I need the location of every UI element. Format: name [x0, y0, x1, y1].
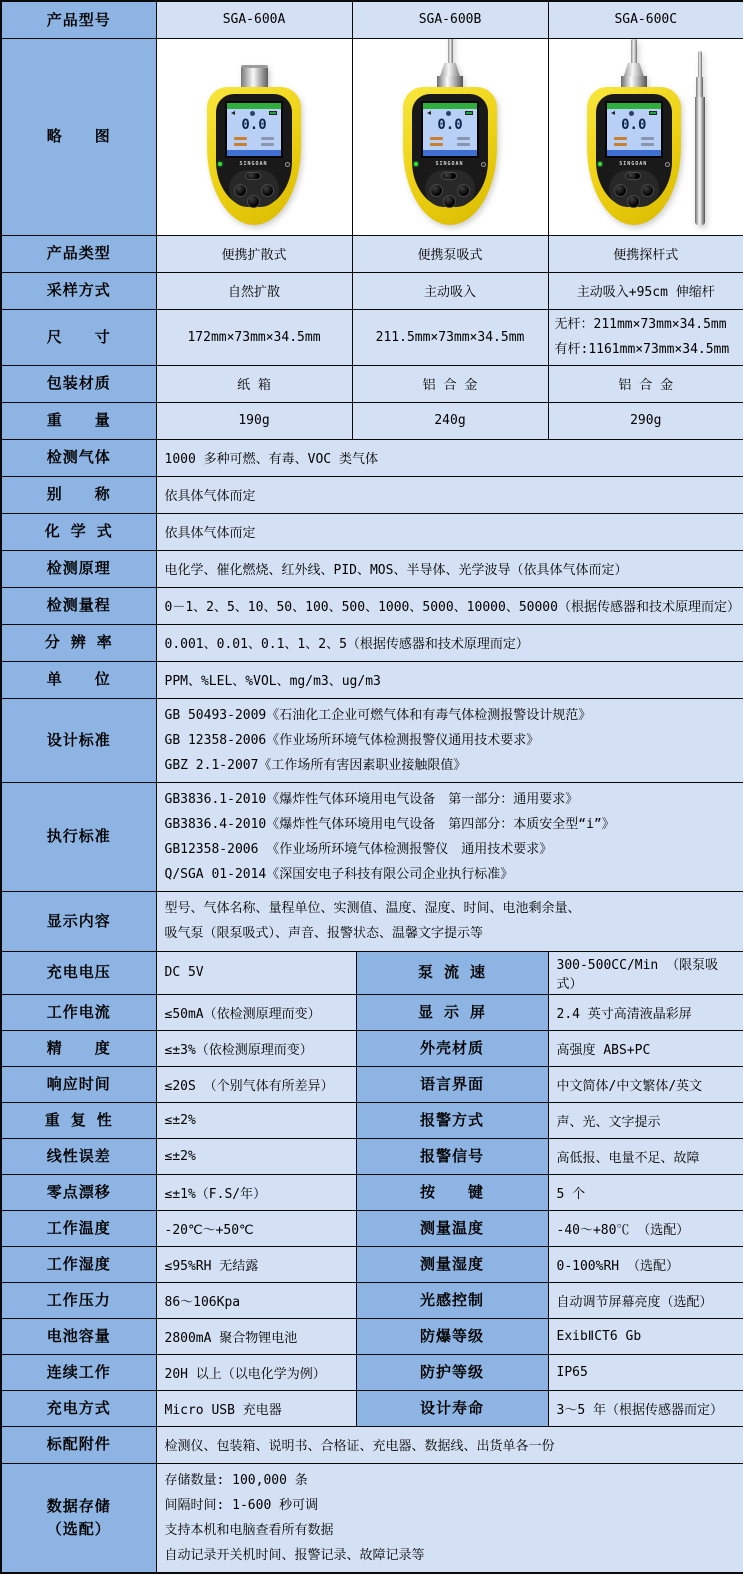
spec-value: -20℃～+50℃ [156, 1210, 356, 1246]
power-icon [665, 162, 670, 167]
dual-spec-row [1, 994, 743, 1030]
right-button [641, 184, 654, 197]
speaker-icon [427, 111, 431, 115]
screen-text-chip [457, 143, 470, 146]
spec-value [156, 1463, 743, 1573]
device-image [207, 65, 301, 225]
spec-value-line: GBZ 2.1-2007《工作场所有害因素职业接触限值》 [165, 753, 736, 778]
spec-value-line: GB3836.1-2010《爆炸性气体环境用电气设备 第一部分：通用要求》 [165, 787, 736, 812]
brand-row [414, 161, 486, 167]
spec-value-line: GB3836.4-2010《爆炸性气体环境用电气设备 第四部分：本质安全型“i”》 [165, 812, 736, 837]
dual-spec-row [1, 1318, 743, 1354]
product-value: 240g [352, 402, 548, 439]
spec-value [156, 587, 743, 624]
row-label: 略 图 [1, 38, 156, 235]
row-label: 连续工作 [1, 1354, 156, 1390]
row-label: 充电方式 [1, 1390, 156, 1426]
row-label: 检测量程 [1, 587, 156, 624]
battery-icon [465, 111, 473, 115]
left-button [614, 184, 627, 197]
row-label: 泵 流 速 [356, 951, 548, 994]
product-row [1, 365, 743, 402]
speaker-icon [611, 111, 615, 115]
row-label: 产品类型 [1, 235, 156, 272]
screen-status-icons [607, 109, 661, 117]
row-label: 报警方式 [356, 1102, 548, 1138]
fan-icon [446, 111, 451, 116]
product-row [1, 272, 743, 309]
product-value: 主动吸入+95cm 伸缩杆 [548, 272, 743, 309]
spec-row [1, 782, 743, 891]
row-label: 按 键 [356, 1174, 548, 1210]
spec-value: 高强度 ABS+PC [548, 1030, 743, 1066]
spec-value: ≤±1%（F.S/年） [156, 1174, 356, 1210]
row-label: 重 复 性 [1, 1102, 156, 1138]
device-front-panel [596, 94, 672, 207]
spec-value-line: 存储数量: 100,000 条 [165, 1468, 736, 1493]
spec-value: 自动调节屏幕亮度（选配） [548, 1282, 743, 1318]
model-name: SGA-600A [156, 1, 352, 38]
row-label [1, 1426, 156, 1463]
right-button [457, 184, 470, 197]
dual-spec-row [1, 1102, 743, 1138]
spec-row [1, 513, 743, 550]
product-photo-cell [548, 38, 743, 235]
spec-value-line: Q/SGA 01-2014《深国安电子科技有限公司企业执行标准》 [165, 862, 736, 887]
row-label-line: （选配） [3, 1518, 155, 1541]
spec-row [1, 439, 743, 476]
menu-button [625, 172, 641, 180]
dual-spec-row [1, 1354, 743, 1390]
row-label: 测量温度 [356, 1210, 548, 1246]
spec-value: 20H 以上（以电化学为例） [156, 1354, 356, 1390]
sketch-row [1, 38, 743, 235]
screen-reading: 0.0 [227, 117, 281, 134]
screen-text-chip [641, 137, 654, 140]
screen-reading: 0.0 [607, 117, 661, 134]
spec-value: DC 5V [156, 951, 356, 994]
product-value: 自然扩散 [156, 272, 352, 309]
power-icon [285, 162, 290, 167]
row-label: 执行标准 [1, 782, 156, 891]
device-screen [421, 101, 479, 158]
spec-value: -40～+80℃ （选配） [548, 1210, 743, 1246]
screen-info-row [423, 143, 477, 146]
pump-probe [448, 38, 453, 63]
row-label: 零点漂移 [1, 1174, 156, 1210]
screen-text-chip [641, 143, 654, 146]
row-label: 精 度 [1, 1030, 156, 1066]
spec-value: ≤±3%（依检测原理而变） [156, 1030, 356, 1066]
spec-value [156, 513, 743, 550]
spec-row [1, 476, 743, 513]
probe-cone [437, 63, 463, 76]
spec-value: 2.4 英寸高清液晶彩屏 [548, 994, 743, 1030]
spec-row [1, 624, 743, 661]
row-label: 别 称 [1, 476, 156, 513]
row-label: 测量湿度 [356, 1246, 548, 1282]
row-label: 充电电压 [1, 951, 156, 994]
enter-button [443, 195, 456, 208]
spec-value [156, 698, 743, 782]
product-value: 铝 合 金 [352, 365, 548, 402]
spec-value: 0-100%RH （选配） [548, 1246, 743, 1282]
row-label: 防护等级 [356, 1354, 548, 1390]
product-row [1, 309, 743, 365]
screen-status-icons [227, 109, 281, 117]
led-indicator [598, 162, 602, 166]
brand-label: SINGOAN [619, 161, 647, 167]
battery-icon [269, 111, 277, 115]
probe-cone [621, 63, 647, 76]
menu-button [441, 172, 457, 180]
spec-value-line: 0.001、0.01、0.1、1、2、5（根据传感器和技术原理而定） [165, 633, 736, 652]
speaker-icon [231, 111, 235, 115]
screen-datetime-bar [227, 150, 281, 156]
screen-text-chip [261, 143, 274, 146]
row-label: 产品型号 [1, 1, 156, 38]
spec-value-line: 0－1、2、5、10、50、100、500、1000、5000、10000、50000（根据传感器和技术原理而定） [165, 596, 736, 615]
brand-row [218, 161, 290, 167]
product-value: 190g [156, 402, 352, 439]
spec-value-line: 间隔时间: 1-600 秒可调 [165, 1493, 736, 1518]
row-label: 工作电流 [1, 994, 156, 1030]
product-photo-cell [352, 38, 548, 235]
dual-spec-row [1, 1174, 743, 1210]
row-label: 响应时间 [1, 1066, 156, 1102]
dual-spec-row [1, 1210, 743, 1246]
row-label-line: 标配附件 [3, 1433, 155, 1456]
product-value: 纸 箱 [156, 365, 352, 402]
spec-table-body [1, 1, 743, 1573]
screen-info-row [227, 137, 281, 140]
spec-value [156, 661, 743, 698]
row-label: 电池容量 [1, 1318, 156, 1354]
row-label: 尺 寸 [1, 309, 156, 365]
dual-spec-row [1, 951, 743, 994]
power-icon [481, 162, 486, 167]
row-label: 设计标准 [1, 698, 156, 782]
spec-value-line: GB 50493-2009《石油化工企业可燃气体和有毒气体检测报警设计规范》 [165, 703, 736, 728]
spec-value: ExibⅡCT6 Gb [548, 1318, 743, 1354]
spec-value: 300-500CC/Min （限泵吸式） [548, 951, 743, 994]
product-value: 主动吸入 [352, 272, 548, 309]
spec-value: 中文简体/中文繁体/英文 [548, 1066, 743, 1102]
rod-section [696, 77, 703, 97]
spec-value: 5 个 [548, 1174, 743, 1210]
spec-value-line: 依具体气体而定 [165, 522, 736, 541]
dual-spec-row [1, 1390, 743, 1426]
spec-value [156, 782, 743, 891]
device-body [403, 87, 497, 225]
row-label: 语言界面 [356, 1066, 548, 1102]
row-label: 设计寿命 [356, 1390, 548, 1426]
spec-value [156, 476, 743, 513]
left-button [234, 184, 247, 197]
spec-value-line: GB12358-2006 《作业场所环境气体检测报警仪 通用技术要求》 [165, 837, 736, 862]
row-label: 工作压力 [1, 1282, 156, 1318]
row-label: 工作湿度 [1, 1246, 156, 1282]
product-value: 211.5mm×73mm×34.5mm [352, 309, 548, 365]
spec-value: 3～5 年（根据传感器而定） [548, 1390, 743, 1426]
row-label: 分 辨 率 [1, 624, 156, 661]
screen-datetime-bar [607, 150, 661, 156]
right-button [261, 184, 274, 197]
row-label: 防爆等级 [356, 1318, 548, 1354]
product-row [1, 402, 743, 439]
row-label: 报警信号 [356, 1138, 548, 1174]
spec-value: 声、光、文字提示 [548, 1102, 743, 1138]
enter-button [627, 195, 640, 208]
enter-button [247, 195, 260, 208]
model-name: SGA-600C [548, 1, 743, 38]
spec-value [156, 1426, 743, 1463]
rod-tip [698, 51, 702, 77]
button-pad [425, 170, 475, 207]
product-value: 便携泵吸式 [352, 235, 548, 272]
fan-icon [629, 111, 634, 116]
device-image [587, 39, 681, 225]
spec-value [156, 624, 743, 661]
spec-value: ≤95%RH 无结露 [156, 1246, 356, 1282]
screen-status-icons [423, 109, 477, 117]
spec-row [1, 661, 743, 698]
device-zone [549, 40, 743, 233]
row-label [1, 1463, 156, 1573]
product-value-line: 无杆：211mm×73mm×34.5mm [555, 312, 738, 337]
spec-value: 2800mA 聚合物锂电池 [156, 1318, 356, 1354]
spec-value: IP65 [548, 1354, 743, 1390]
screen-text-chip [430, 137, 443, 140]
row-label: 重 量 [1, 402, 156, 439]
left-button [430, 184, 443, 197]
brand-label: SINGOAN [239, 161, 267, 167]
spec-value [156, 550, 743, 587]
spec-value-line: 1000 多种可燃、有毒、VOC 类气体 [165, 448, 736, 467]
spec-value-line: 型号、气体名称、量程单位、实测值、温度、湿度、时间、电池剩余量、 [165, 896, 736, 921]
spec-row [1, 891, 743, 951]
spec-value-line: 电化学、催化燃烧、红外线、PID、MOS、半导体、光学波导（依具体气体而定） [165, 559, 736, 578]
spec-value-line: 依具体气体而定 [165, 485, 736, 504]
dual-spec-row [1, 1138, 743, 1174]
screen-info-row [607, 137, 661, 140]
sensor-collar [621, 76, 647, 87]
spec-row [1, 550, 743, 587]
spec-value: 86～106Kpa [156, 1282, 356, 1318]
screen-text-chip [614, 143, 627, 146]
brand-row [598, 161, 670, 167]
row-label: 显 示 屏 [356, 994, 548, 1030]
spec-value: 高低报、电量不足、故障 [548, 1138, 743, 1174]
spec-row [1, 1426, 743, 1463]
model-name: SGA-600B [352, 1, 548, 38]
row-label: 显示内容 [1, 891, 156, 951]
device-front-panel [412, 94, 488, 207]
spec-value: ≤50mA（依检测原理而变） [156, 994, 356, 1030]
led-indicator [414, 162, 418, 166]
screen-info-row [227, 143, 281, 146]
screen-text-chip [457, 137, 470, 140]
dual-spec-row [1, 1282, 743, 1318]
screen-reading: 0.0 [423, 117, 477, 134]
dual-spec-row [1, 1030, 743, 1066]
screen-text-chip [234, 143, 247, 146]
row-label: 检测原理 [1, 550, 156, 587]
spec-value: Micro USB 充电器 [156, 1390, 356, 1426]
device-zone [353, 40, 548, 233]
led-indicator [218, 162, 222, 166]
screen-text-chip [430, 143, 443, 146]
screen-datetime-bar [423, 150, 477, 156]
product-value: 290g [548, 402, 743, 439]
spec-value [156, 891, 743, 951]
screen-text-chip [234, 137, 247, 140]
row-label-line: 数据存储 [3, 1495, 155, 1518]
probe-rod-inlet [631, 39, 637, 63]
spec-value: ≤±2% [156, 1102, 356, 1138]
spec-value: ≤20S （个别气体有所差异） [156, 1066, 356, 1102]
brand-label: SINGOAN [435, 161, 463, 167]
product-value: 便携探杆式 [548, 235, 743, 272]
screen-text-chip [261, 137, 274, 140]
spec-value-line: GB 12358-2006《作业场所环境气体检测报警仪通用技术要求》 [165, 728, 736, 753]
product-value: 172mm×73mm×34.5mm [156, 309, 352, 365]
device-screen [225, 101, 283, 158]
product-row [1, 235, 743, 272]
spec-value: ≤±2% [156, 1138, 356, 1174]
screen-info-row [607, 143, 661, 146]
menu-button [245, 172, 261, 180]
rod-body [695, 97, 705, 225]
screen-info-row [423, 137, 477, 140]
row-label: 光感控制 [356, 1282, 548, 1318]
header-row [1, 1, 743, 38]
spec-value-line: 自动记录开关机时间、报警记录、故障记录等 [165, 1543, 736, 1568]
spec-value-line: 支持本机和电脑查看所有数据 [165, 1518, 736, 1543]
spec-value-line: 检测仪、包装箱、说明书、合格证、充电器、数据线、出货单各一份 [165, 1435, 736, 1454]
spec-value-line: PPM、%LEL、%VOL、mg/m3、ug/m3 [165, 670, 736, 689]
row-label: 化 学 式 [1, 513, 156, 550]
device-image [403, 38, 497, 225]
spec-row [1, 698, 743, 782]
dual-spec-row [1, 1066, 743, 1102]
device-body [207, 87, 301, 225]
device-zone [157, 40, 352, 233]
screen-text-chip [614, 137, 627, 140]
product-value-line: 有杆:1161mm×73mm×34.5mm [555, 337, 738, 362]
row-label: 线性误差 [1, 1138, 156, 1174]
row-label: 采样方式 [1, 272, 156, 309]
sensor-collar [437, 76, 463, 87]
product-photo-cell [156, 38, 352, 235]
product-value [548, 309, 743, 365]
product-value: 铝 合 金 [548, 365, 743, 402]
device-body [587, 87, 681, 225]
row-label: 工作温度 [1, 1210, 156, 1246]
spec-row [1, 587, 743, 624]
fan-icon [250, 111, 255, 116]
spec-value-line: 吸气泵（限泵吸式）、声音、报警状态、温馨文字提示等 [165, 921, 736, 946]
telescopic-rod [695, 51, 705, 225]
button-pad [229, 170, 279, 207]
product-value: 便携扩散式 [156, 235, 352, 272]
row-label: 外壳材质 [356, 1030, 548, 1066]
spec-value [156, 439, 743, 476]
device-front-panel [216, 94, 292, 207]
row-label: 检测气体 [1, 439, 156, 476]
button-pad [609, 170, 659, 207]
battery-icon [649, 111, 657, 115]
device-screen [605, 101, 663, 158]
dual-spec-row [1, 1246, 743, 1282]
spec-row [1, 1463, 743, 1573]
sensor-cap [241, 65, 268, 87]
row-label: 单 位 [1, 661, 156, 698]
row-label: 包装材质 [1, 365, 156, 402]
